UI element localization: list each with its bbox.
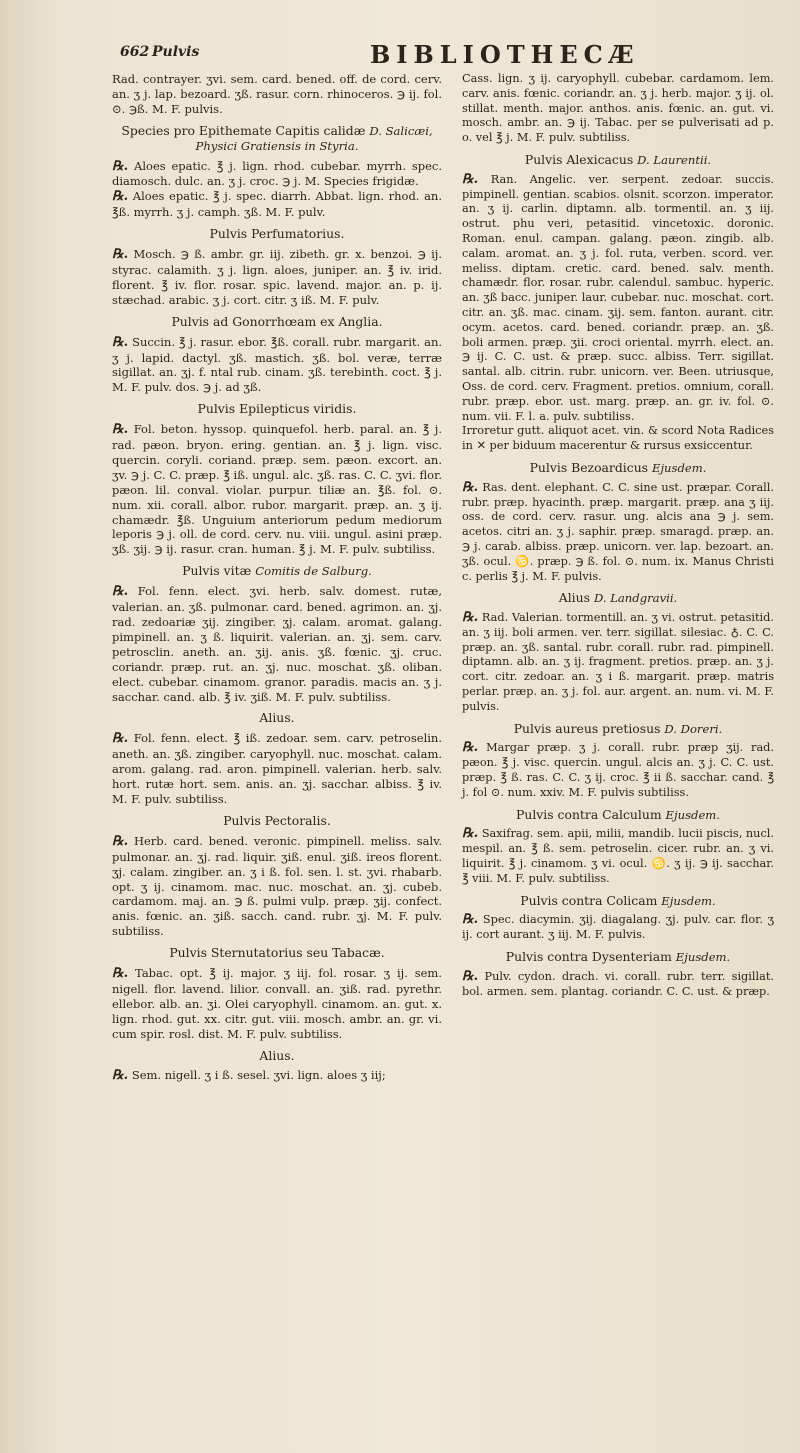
recipe-text: ℞. Fol. fenn. elect. ℥ iß. zedoar. sem. carv. petroselin. aneth. an. ʒß. zingiber. caryophyll. nuc. moschat. calam. arom. galang. rad. aron. pimpinell. valerian. herb. salv. hort. rutæ hort. sem. anis. an. ʒj. sacchar. albiss. ℥ iv. M. F. pulv. subtiliss.: [112, 731, 442, 806]
recipe-text: ℞. Mosch. ℈ ß. ambr. gr. iij. zibeth. gr. x. benzoi. ℈ ij. styrac. calamith. ʒ j. lign. aloes, juniper. an. ℥ iv. irid. florent. ℥ iv. flor. rosar. spic. lavend. major. an. p. ij. stæchad. arabic. ʒ j. cort. citr. ʒ iß. M. F. pulv.: [112, 247, 442, 307]
recipe-icon: ℞.: [112, 334, 129, 350]
recipe-text: ℞. Pulv. cydon. drach. vi. corall. rubr. terr. sigillat. bol. armen. sem. plantag. coriandr. C. C. ust. & præp.: [462, 968, 774, 998]
heading-author: D. Doreri.: [664, 721, 723, 736]
recipe-icon: ℞.: [112, 731, 129, 747]
recipe-icon: ℞.: [462, 912, 479, 928]
recipe-icon: ℞.: [112, 422, 129, 438]
section-heading: Pulvis Sternutatorius seu Tabacæ.: [169, 945, 385, 961]
recipe-icon: ℞.: [112, 833, 129, 849]
heading-author: Ejusdem.: [665, 807, 720, 822]
section-heading: Alius.: [259, 710, 295, 726]
recipe-text: ℞. Aloes epatic. ℥ j. spec. diarrh. Abbat. lign. rhod. an. ℥ß. myrrh. ʒ j. camph. ʒß. M. F. pulv.: [112, 189, 442, 220]
recipe-text: Irroretur gutt. aliquot acet. vin. & scord Nota Radices in ✕ per biduum macerentur & rursus exsiccentur.: [462, 424, 774, 453]
recipe-text: ℞. Ras. dent. elephant. C. C. sine ust. præpar. Corall. rubr. præp. hyacinth. præp. margarit. præp. ana ʒ iij. oss. de cord. cerv. rasur. ung. alcis ana ℈ j. sem. acetos. citri an. ʒ j. saphir. præp. smaragd. præp. an. ℈ j. carab. albiss. præp. unicorn. ver. lap. bezoart. an. ʒß. ocul. ♋. præp. ℈ ß. fol. ⊙. num. ix. Manus Christi c. perlis ℥ j. M. F. pulvis.: [462, 479, 774, 583]
heading-author: Ejusdem.: [675, 950, 731, 965]
page-number: 662: [120, 44, 150, 60]
section-heading: Pulvis ad Gonorrhœam ex Anglia.: [171, 313, 383, 329]
recipe-icon: ℞.: [462, 968, 479, 984]
page-header: [112, 40, 790, 70]
recipe-text: ℞. Fol. beton. hyssop. quinquefol. herb. paral. an. ℥ j. rad. pæon. bryon. ering. gentian. an. ℥ j. lign. visc. quercin. coryli. coriand. præp. sem. pæon. excort. an. ʒv. ℈ j. C. C. præp. ℥ iß. ungul. alc. ʒß. ras. C. C. ʒvi. flor. pæon. lil. conval. violar. purpur. tiliæ an. ℥ß. fol. ⊙. num. xii. corall. albor. rubor. margarit. præp. an. ʒ ij. chamædr. ℥ß. Unguium anteriorum pedum mediorum leporis ℈ j. oll. de cord. cerv. nu. viii. ungul. asini præp. ʒß. ʒij. ℈ ij. rasur. cran. human. ℥ j. M. F. pulv. subtiliss.: [112, 422, 442, 557]
recipe-icon: ℞.: [462, 740, 479, 756]
recipe-icon: ℞.: [112, 189, 129, 205]
section-heading: Alius D. Landgravii.: [558, 590, 678, 606]
section-heading: Species pro Epithemate Capitis calidæ D. Salicæi, Physici Gratiensis in Styria.: [121, 122, 433, 153]
section-heading: Pulvis Epilepticus viridis.: [197, 401, 357, 417]
recipe-text: ℞. Sem. nigell. ʒ i ß. sesel. ʒvi. lign. aloes ʒ iij;: [112, 1068, 386, 1084]
section-heading: Pulvis aureus pretiosus D. Doreri.: [513, 720, 723, 736]
running-title: BIBLIOTHECÆ: [370, 40, 640, 69]
recipe-text: Rad. contrayer. ʒvi. sem. card. bened. off. de cord. cerv. an. ʒ j. lap. bezoard. ʒß. rasur. corn. rhinoceros. ℈ ij. fol. ⊙. ℈ß. M. F. pulvis.: [112, 72, 442, 116]
heading-author: Comitis de Salburg.: [255, 564, 372, 579]
recipe-text: ℞. Aloes epatic. ℥ j. lign. rhod. cubebar. myrrh. spec. diamosch. dulc. an. ʒ j. croc. ℈ j. M. Species frigidæ.: [112, 158, 442, 189]
section-heading: Pulvis contra Colicam Ejusdem.: [520, 892, 716, 908]
section-heading: Alius.: [259, 1047, 295, 1063]
recipe-text: ℞. Margar præp. ʒ j. corall. rubr. præp ʒij. rad. pæon. ℥ j. visc. quercin. ungul. alcis an. ʒ j. C. C. ust. præp. ℥ ß. ras. C. C. ʒ ij. croc. ℥ ii ß. sacchar. cand. ℥ j. fol ⊙. num. xxiv. M. F. pulvis subtiliss.: [462, 740, 774, 799]
section-heading: Pulvis contra Calculum Ejusdem.: [516, 806, 720, 822]
recipe-icon: ℞.: [112, 584, 129, 600]
recipe-icon: ℞.: [112, 158, 129, 174]
heading-author: Ejusdem.: [651, 460, 707, 475]
section-heading: Pulvis contra Dysenteriam Ejusdem.: [505, 949, 731, 965]
section-heading: Pulvis Bezoardicus Ejusdem.: [529, 459, 707, 475]
section-heading: Pulvis Pectoralis.: [223, 812, 331, 828]
recipe-icon: ℞.: [462, 826, 479, 842]
right-column: [462, 72, 774, 1453]
recipe-icon: ℞.: [112, 966, 129, 982]
recipe-icon: ℞.: [112, 1068, 129, 1084]
section-heading: Pulvis vitæ Comitis de Salburg.: [182, 563, 372, 579]
recipe-text: ℞. Succin. ℥ j. rasur. ebor. ℥ß. corall. rubr. margarit. an. ʒ j. lapid. dactyl. ʒß. mastich. ʒß. bol. veræ, terræ sigillat. an. ʒj. f. ntal rub. cinam. ʒß. terebinth. coct. ℥ j. M. F. pulv. dos. ℈ j. ad ʒß.: [112, 334, 443, 395]
heading-author: D. Salicæi, Physici Gratiensis in Styria.: [195, 123, 433, 153]
heading-author: Ejusdem.: [661, 893, 716, 908]
recipe-text: Cass. lign. ʒ ij. caryophyll. cubebar. cardamom. lem. carv. anis. fœnic. coriandr. an. ʒ j. herb. major. ʒ ij. ol. stillat. menth. major. anthos. anis. fœnic. an. gut. vi. mosch. ambr. an. ℈ ij. Tabac. per se pulverisati ad p. o. vel ℥ j. M. F. pulv. subtiliss.: [462, 72, 774, 145]
recipe-icon: ℞.: [462, 610, 479, 626]
recipe-icon: ℞.: [462, 479, 479, 495]
recipe-icon: ℞.: [462, 171, 479, 187]
section-heading: Pulvis Perfumatorius.: [209, 226, 345, 242]
heading-author: D. Landgravii.: [593, 591, 678, 606]
heading-author: D. Laurentii.: [637, 152, 712, 167]
section-title: Pulvis: [152, 44, 200, 60]
recipe-text: ℞. Rad. Valerian. tormentill. an. ʒ vi. ostrut. petasitid. an. ʒ iij. boli armen. ver. terr. sigillat. silesiac. ♁. C. C. præp. an. ʒß. santal. rubr. corall. rubr. rad. pimpinell. diptamn. alb. an. ʒ ij. fragment. pretios. præp. an. ʒ j. cort. citr. zedoar. an. ʒ i ß. margarit. præp. matris perlar. præp. an. ʒ j. fol. aur. argent. an. num. vi. M. F. pulvis.: [462, 610, 774, 713]
recipe-text: ℞. Herb. card. bened. veronic. pimpinell. meliss. salv. pulmonar. an. ʒj. rad. liquir. ʒiß. enul. ʒiß. ireos florent. ʒj. calam. zingiber. an. ʒ i ß. fol. sen. l. st. ʒvi. rhabarb. opt. ʒ ij. cinamom. mac. nuc. moschat. an. ʒj. cubeb. cardamom. maj. an. ℈ ß. pulmi vulp. præp. ʒij. confect. anis. fœnic. an. ʒiß. sacch. cand. rubr. ʒj. M. F. pulv. subtiliss.: [112, 833, 443, 939]
recipe-text: ℞. Fol. fenn. elect. ʒvi. herb. salv. domest. rutæ, valerian. an. ʒß. pulmonar. card. bened. agrimon. an. ʒj. rad. zedoariæ ʒij. zingiber. ʒj. calam. aromat. galang. pimpinell. an. ʒ ß. liquirit. valerian. an. ʒj. sem. carv. petrosclin. aneth. an. ʒij. anis. ʒß. fœnic. ʒj. cruc. coriandr. præp. rut. an. ʒj. nuc. moschat. ʒß. oliban. elect. cubebar. cinamom. granor. paradis. macis an. ʒ j. sacchar. cand. alb. ℥ iv. ʒiß. M. F. pulv. subtiliss.: [112, 584, 442, 704]
recipe-text: ℞. Spec. diacymin. ʒij. diagalang. ʒj. pulv. car. flor. ʒ ij. cort aurant. ʒ iij. M. F. pulvis.: [462, 912, 774, 942]
recipe-text: ℞. Tabac. opt. ℥ ij. major. ʒ iij. fol. rosar. ʒ ij. sem. nigell. flor. lavend. lilior. convall. an. ʒiß. rad. pyrethr. ellebor. alb. an. ʒi. Olei caryophyll. cinamom. an. gut. x. lign. rhod. gut. xx. citr. gut. viii. mosch. ambr. an. gr. vi. cum spir. rosl. dist. M. F. pulv. subtiliss.: [112, 966, 442, 1041]
recipe-text: ℞. Ran. Angelic. ver. serpent. zedoar. succis. pimpinell. gentian. scabios. olsnit. scorzon. imperator. an. ʒ ij. carlin. diptamn. alb. tormentil. an. ʒ iij. ostrut. phu veri, petasitid. vincetoxic. doronic. Roman. enul. campan. galang. pæon. zingib. alb. calam. aromat. an. ʒ j. fol. ruta, verben. scord. ver. meliss. diptam. cretic. card. bened. salv. menth. chamædr. flor. rosar. rubr. calendul. sambuc. hyperic. an. ʒß bacc. juniper. laur. cubebar. nuc. moschat. cort. citr. an. ʒß. mac. cinam. ʒij. sem. fanton. aurant. citr. ocym. acetos. card. bened. coriandr. præp. an. ʒß. boli armen. præp. ʒii. croci oriental. myrrh. elect. an. ℈ ij. C. C. ust. & præp. succ. albiss. Terr. sigillat. santal. alb. citrin. rubr. unicorn. ver. Been. utriusque, Oss. de cord. cerv. Fragment. pretios. omnium, corall. rubr. præp. ebor. ust. marg. præp. an. gr. iv. fol. ⊙. num. vii. F. l. a. pulv. subtiliss.: [462, 171, 774, 423]
recipe-text: ℞. Saxifrag. sem. apii, milii, mandib. lucii piscis, nucl. mespil. an. ℥ ß. sem. petroselin. cicer. rubr. an. ʒ vi. liquirit. ℥ j. cinamom. ʒ vi. ocul. ♋. ʒ ij. ℈ ij. sacchar. ℥ viii. M. F. pulv. subtiliss.: [462, 826, 774, 885]
text-columns: [112, 72, 790, 1453]
recipe-icon: ℞.: [112, 247, 129, 263]
left-column: [112, 72, 442, 1453]
section-heading: Pulvis Alexicacus D. Laurentii.: [524, 151, 712, 167]
